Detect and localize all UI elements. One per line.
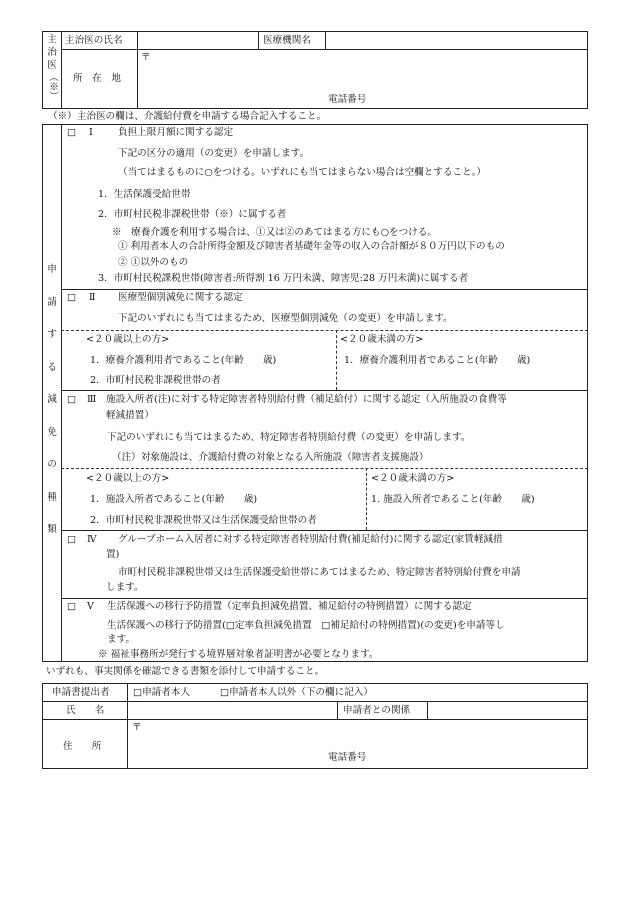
sec4-title2: 置) — [106, 549, 120, 560]
sec3-checkbox[interactable]: □ — [67, 394, 77, 405]
sec5-note: ※ 福祉事務所が発行する境界層対象者証明書が必要となります。 — [98, 649, 379, 660]
sec2-left-item1: 1．療養介護利用者であること(年齢 歳) — [90, 355, 277, 366]
sec2-line1: 下記のいずれにも当てはまるため、医療型個別減免（の変更）を申請します。 — [118, 313, 453, 324]
submitter-name-label: 氏 名 — [66, 705, 105, 716]
doctor-name-field[interactable] — [138, 32, 257, 48]
footer-note: いずれも、事実関係を確認できる書類を添付して申請すること。 — [46, 666, 325, 677]
doctor-address-field[interactable] — [155, 52, 585, 92]
sec1-checkbox[interactable]: □ — [67, 127, 77, 138]
doctor-note: （※）主治医の欄は、介護給付費を申請する場合記入すること。 — [48, 111, 327, 122]
sec2-roman: Ⅱ — [89, 292, 96, 303]
doctor-address-label: 所 在 地 — [73, 73, 121, 84]
sec1-roman: Ⅰ — [89, 127, 93, 138]
sec3-roman: Ⅲ — [87, 394, 97, 405]
sec5-line2: ます。 — [107, 634, 136, 645]
sec5-checkbox[interactable]: □ — [67, 601, 77, 612]
sec2-title: 医療型個別減免に関する認定 — [118, 292, 243, 303]
submitter-address-label: 住 所 — [63, 741, 102, 752]
sec1-note: ※ 療養介護を利用する場合は、①又は②のあてはまる方にも○をつける。 — [112, 227, 437, 238]
sec3-note: （注）対象施設は、介護給付費の対象となる入所施設（障害者支援施設） — [112, 452, 429, 463]
doctor-header: 主 治 医 （※） — [47, 34, 58, 101]
sec4-line2: します。 — [106, 582, 144, 593]
submitter-opt-self[interactable]: □申請者本人 — [133, 687, 191, 698]
sec1-line1: 下記の区分の適用（の変更）を申請します。 — [118, 148, 310, 159]
sec4-checkbox[interactable]: □ — [67, 534, 77, 545]
sec3-right-item1: 1. 施設入所者であること(年齢 歳) — [371, 494, 535, 505]
sec2-left-item2: 2．市町村民税非課税世帯の者 — [90, 375, 221, 386]
sec1-sub1: ① 利用者本人の合計所得金額及び障害者基礎年金等の収入の合計額が８０万円以下のもの — [118, 241, 505, 252]
sec3-left-item1: 1．施設入所者であること(年齢 歳) — [90, 494, 258, 505]
sec2-right-item1: 1．療養介護利用者であること(年齢 歳) — [344, 355, 531, 366]
sec1-item3: 3．市町村民税課税世帯(障害者:所得割 16 万円未満、障害児:28 万円未満)に属する者 — [98, 273, 469, 284]
side-label: 申 請 す る 減 免 の 種 類 — [47, 264, 57, 535]
doctor-phone-label: 電話番号 — [328, 94, 367, 105]
relation-label: 申請者との関係 — [343, 705, 411, 716]
submitter-opt-other[interactable]: □申請者本人以外（下の欄に記入） — [220, 687, 373, 698]
sec3-title2: 軽減措置） — [106, 410, 154, 421]
sec3-line1: 下記のいずれにも当てはまるため、特定障害者特別給付費（の変更）を申請します。 — [107, 432, 471, 443]
submitter-phone-label: 電話番号 — [328, 752, 367, 763]
doctor-postal-mark: 〒 — [141, 52, 151, 63]
submitter-postal-mark: 〒 — [132, 722, 142, 733]
sec5-line1: 生活保護への移行予防措置(□定率負担減免措置 □補足給付の特例措置)(の変更)を申請等し — [107, 620, 505, 631]
sec4-roman: Ⅳ — [87, 534, 97, 545]
sec1-line2: （当てはまるものに○をつける。いずれにも当てはまらない場合は空欄とすること。） — [118, 167, 487, 178]
sec3-left-item2: 2．市町村民税非課税世帯又は生活保護受給世帯の者 — [90, 515, 317, 526]
sec1-item1: 1．生活保護受給世帯 — [98, 189, 191, 200]
sec3-left-head: <２０歳以上の方> — [86, 473, 170, 484]
sec2-right-head: <２０歳未満の方> — [340, 334, 424, 345]
sec5-roman: Ⅴ — [87, 601, 94, 612]
relation-field[interactable] — [429, 702, 586, 718]
submitter-address-field[interactable] — [146, 722, 586, 750]
sec2-left-head: <２０歳以上の方> — [86, 334, 170, 345]
sec1-item2: 2．市町村民税非課税世帯（※）に属する者 — [98, 209, 287, 220]
sec4-line1: 市町村民税非課税世帯又は生活保護受給世帯にあてはまるため、特定障害者特別給付費を申請 — [118, 567, 521, 578]
institution-field[interactable] — [327, 32, 587, 48]
sec1-title: 負担上限月額に関する認定 — [118, 127, 234, 138]
sec1-sub2: ② ①以外のもの — [118, 257, 189, 268]
doctor-name-label: 主治医の氏名 — [65, 35, 123, 46]
sec5-title: 生活保護への移行予防措置（定率負担減免措置、補足給付の特例措置）に関する認定 — [107, 601, 472, 612]
institution-label: 医療機関名 — [263, 35, 311, 46]
sec4-title: グループホーム入居者に対する特定障害者特別給付費(補足給付)に関する認定(家賃軽減措 — [118, 534, 503, 545]
submitter-name-field[interactable] — [129, 702, 335, 718]
sec2-checkbox[interactable]: □ — [67, 292, 77, 303]
sec3-right-head: <２０歳未満の方> — [371, 473, 455, 484]
sec3-title: 施設入所者(注)に対する特定障害者特別給付費（補足給付）に関する認定（入所施設の食費等 — [106, 394, 507, 405]
submitter-label: 申請書提出者 — [52, 687, 110, 698]
